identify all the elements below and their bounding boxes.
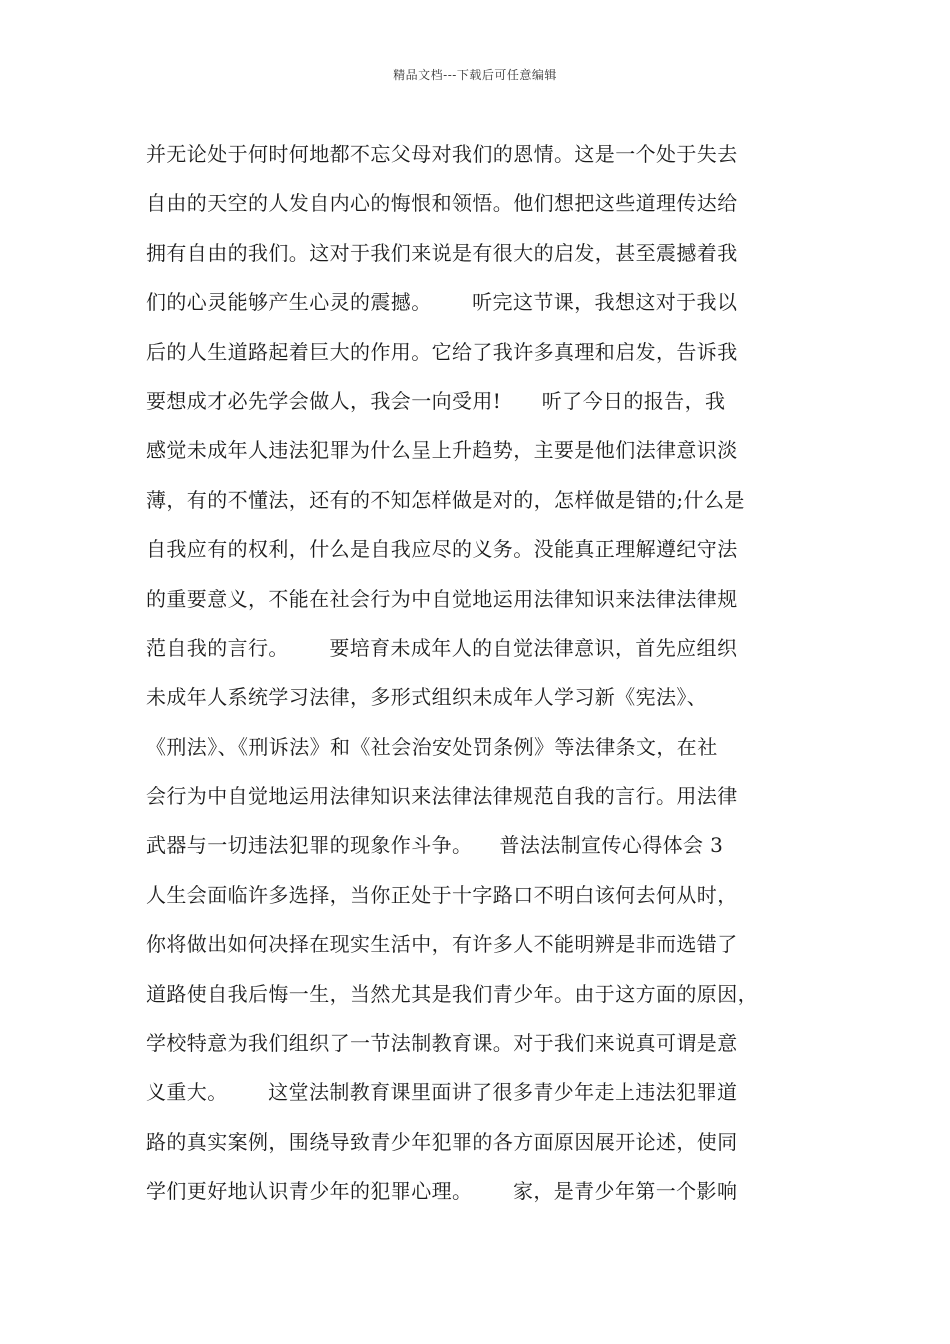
text-line: 自我应有的权利，什么是自我应尽的义务。没能真正理解遵纪守法 [146,537,738,562]
text-line: 你将做出如何决择在现实生活中，有许多人不能明辨是非而选错了 [146,932,738,957]
text-line: 路的真实案例，围绕导致青少年犯罪的各方面原因展开论述，使同 [146,1129,738,1154]
text-line: 学们更好地认识青少年的犯罪心理。 家，是青少年第一个影响 [146,1179,738,1204]
text-line: 薄，有的不懂法，还有的不知怎样做是对的，怎样做是错的;什么是 [146,487,745,512]
text-line: 们的心灵能够产生心灵的震撼。 听完这节课，我想这对于我以 [146,290,738,315]
text-line: 后的人生道路起着巨大的作用。它给了我许多真理和启发，告诉我 [146,339,738,364]
text-line: 人生会面临许多选择，当你正处于十字路口不明白该何去何从时， [146,882,738,907]
page-header: 精品文档---下载后可任意编辑 [393,68,557,82]
text-line: 义重大。 这堂法制教育课里面讲了很多青少年走上违法犯罪道 [146,1080,738,1105]
text-line: 自由的天空的人发自内心的悔恨和领悟。他们想把这些道理传达给 [146,191,738,216]
text-line: 道路使自我后悔一生，当然尤其是我们青少年。由于这方面的原因， [146,981,758,1006]
text-line: 会行为中自觉地运用法律知识来法律法律规范自我的言行。用法律 [146,784,738,809]
text-line: 范自我的言行。 要培育未成年人的自觉法律意识，首先应组织 [146,635,738,660]
text-line: 并无论处于何时何地都不忘父母对我们的恩情。这是一个处于失去 [146,142,738,166]
text-line: 的重要意义，不能在社会行为中自觉地运用法律知识来法律法律规 [146,586,738,611]
text-line: 拥有自由的我们。这对于我们来说是有很大的启发，甚至震撼着我 [146,240,738,265]
text-line: 未成年人系统学习法律，多形式组织未成年人学习新《宪法》、 [146,685,708,710]
text-line: 《刑法》、《刑诉法》和《社会治安处罚条例》等法律条文，在社 [146,734,718,759]
text-line: 学校特意为我们组织了一节法制教育课。对于我们来说真可谓是意 [146,1031,738,1056]
text-line: 要想成才必先学会做人，我会一向受用! 听了今日的报告，我 [146,388,726,413]
text-line: 武器与一切违法犯罪的现象作斗争。 普法法制宣传心得体会 3 [146,833,724,858]
text-line: 感觉未成年人违法犯罪为什么呈上升趋势，主要是他们法律意识淡 [146,438,738,463]
document-body [146,130,812,1217]
